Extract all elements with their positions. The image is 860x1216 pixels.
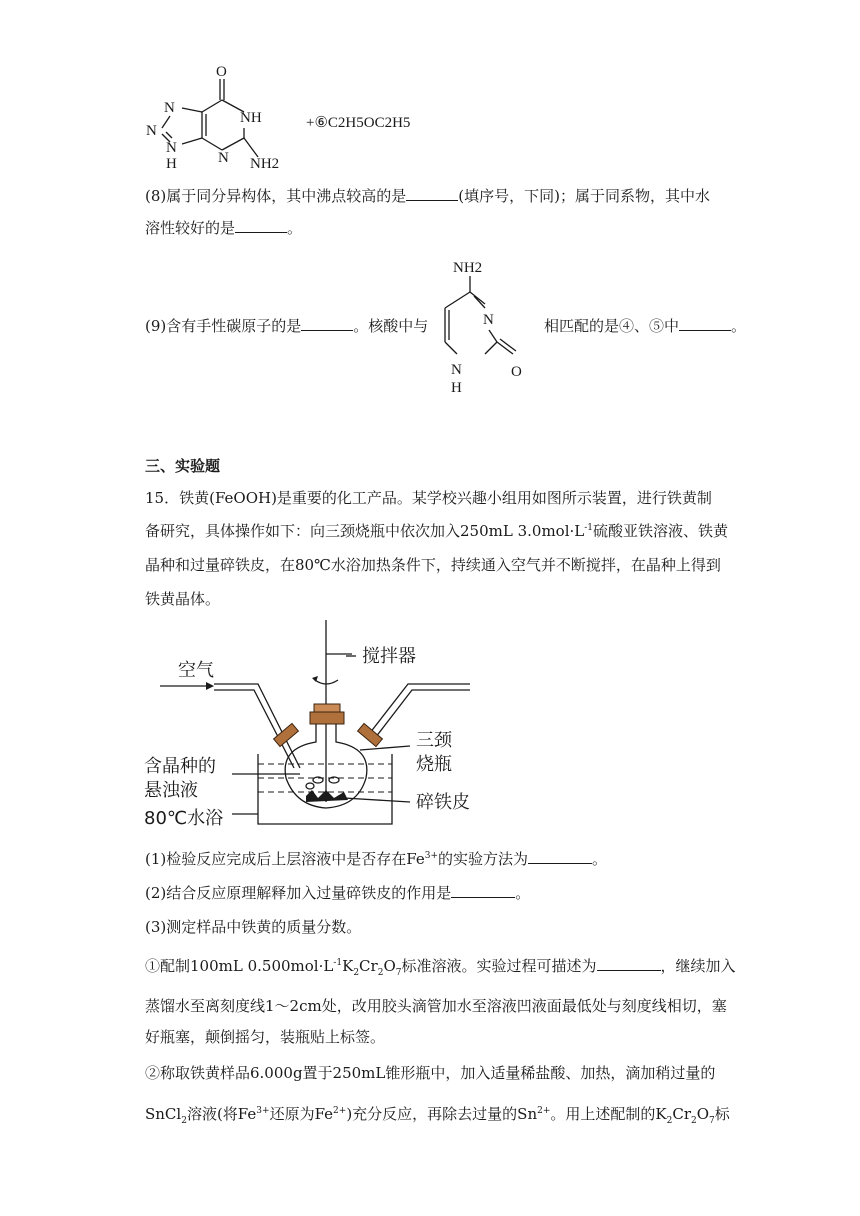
sub-q1-text-c: 。 [592,850,608,868]
label-flask-1: 三颈 [416,730,452,751]
subscript: 2 [181,1116,187,1126]
answer-blank[interactable] [597,956,661,971]
step1-text-f: ，继续加入 [660,957,736,975]
step2-text-f: Cr [672,1105,691,1123]
step1-line3: 好瓶塞，颠倒摇匀，装瓶贴上标签。 [145,1028,386,1046]
label-air: 空气 [178,660,214,681]
sub-q2 [145,883,530,903]
cytosine-structure [415,250,535,400]
label-iron: 碎铁皮 [416,792,470,813]
section-title: 三、实验题 [145,457,221,475]
sub-q2-text-b: 。 [515,884,531,902]
atom-label: NH [240,110,262,126]
q8-line1 [145,186,710,206]
step1-text-c: Cr [359,957,378,975]
atom-label: N [218,150,229,166]
superscript: 2+ [333,1106,347,1116]
subscript: 2 [666,1116,673,1126]
step1-text-a: ①配制100mL 0.500mol·L [145,957,334,975]
superscript: 3+ [256,1106,270,1116]
q15-line1: 15．铁黄(FeOOH)是重要的化工产品。某学校兴趣小组用如图所示装置，进行铁黄制 [145,489,712,507]
superscript: 3+ [424,851,438,861]
sub-q3: (3)测定样品中铁黄的质量分数。 [145,918,362,936]
step1-line1 [145,956,736,976]
q15-line3: 晶种和过量碎铁皮，在80℃水浴加热条件下，持续通入空气并不断搅拌，在晶种上得到 [145,556,721,574]
q8-text-d: 。 [287,219,303,237]
step1-text-b: K [342,957,354,975]
q8-text-b: (填序号，下同)；属于同系物，其中水 [458,187,710,205]
superscript: -1 [333,958,343,968]
step1-text-e: 标准溶液。实验过程可描述为 [401,957,597,975]
step2-line1: ②称取铁黄样品6.000g置于250mL锥形瓶中，加入适量稀盐酸、加热，滴加稍过量的 [145,1064,716,1082]
q9-text-a: (9)含有手性碳原子的是 [145,317,302,335]
step1-line2: 蒸馏水至离刻度线1～2cm处，改用胶头滴管加水至溶液凹液面最低处与刻度线相切，塞 [145,997,727,1015]
subscript: 7 [709,1116,715,1126]
atom-label: H [166,156,177,172]
label-stirrer: 搅拌器 [362,646,416,667]
atom-label: O [511,364,522,380]
triazolopyrimidinone-structure [140,62,290,177]
q15-line4: 铁黄晶体。 [145,590,221,608]
sub-q2-text-a: (2)结合反应原理解释加入过量碎铁皮的作用是 [145,884,452,902]
label-flask-2: 烧瓶 [416,754,452,775]
step2-line2 [145,1104,730,1124]
step2-text-g: O [696,1105,710,1123]
subscript: 2 [377,968,384,978]
superscript: 2+ [537,1106,551,1116]
q15-text-b: 硫酸亚铁溶液、铁黄 [593,522,729,540]
answer-blank[interactable] [451,883,515,898]
apparatus-diagram [140,618,480,834]
subscript: 2 [691,1116,697,1126]
subscript: 7 [395,968,402,978]
answer-blank[interactable] [528,849,592,864]
label-suspension-1: 含晶种的 [144,756,216,777]
atom-label: N [483,312,494,328]
answer-blank[interactable] [235,218,287,233]
q8-text-a: (8)属于同分异构体，其中沸点较高的是 [145,187,407,205]
q9-text-b: 。核酸中与 [353,317,429,335]
q8-text-c: 溶性较好的是 [145,219,236,237]
atom-label: N [166,140,177,156]
step2-text-c: 还原为Fe [269,1105,334,1123]
q9-text-c: 相匹配的是④、⑤中 [544,317,680,335]
atom-label: N [451,362,462,378]
atom-label: NH2 [250,156,280,172]
q9-text-d: 。 [731,317,747,335]
step2-text-d: )充分反应，再除去过量的Sn [346,1105,538,1123]
atom-label: O [216,64,227,80]
atom-label: N [164,100,175,116]
answer-blank[interactable] [679,316,731,331]
q15-line2 [145,521,728,541]
step2-text-e: 。用上述配制的K [550,1105,667,1123]
sub-q1 [145,849,607,869]
atom-label: H [451,380,462,396]
superscript: -1 [584,523,594,533]
answer-blank[interactable] [406,186,458,201]
step2-text-b: 溶液(将Fe [186,1105,257,1123]
step2-text-h: 标 [714,1105,730,1123]
label-bath: 80℃水浴 [144,808,224,829]
step2-text-a: SnCl [145,1105,182,1123]
q15-text-a: 备研究，具体操作如下：向三颈烧瓶中依次加入250mL 3.0mol·L [145,522,585,540]
q8-line2 [145,218,302,238]
step1-text-d: O [383,957,396,975]
reagent-ether: +⑥C2H5OC2H5 [306,115,411,131]
sub-q1-text-b: 的实验方法为 [438,850,529,868]
atom-label: NH2 [453,260,483,276]
label-suspension-2: 悬浊液 [144,780,198,801]
atom-label: N [146,123,157,139]
answer-blank[interactable] [301,316,353,331]
subscript: 2 [353,968,360,978]
q9-line-right [544,316,746,336]
q9-line [145,316,428,336]
sub-q1-text-a: (1)检验反应完成后上层溶液中是否存在Fe [145,850,425,868]
